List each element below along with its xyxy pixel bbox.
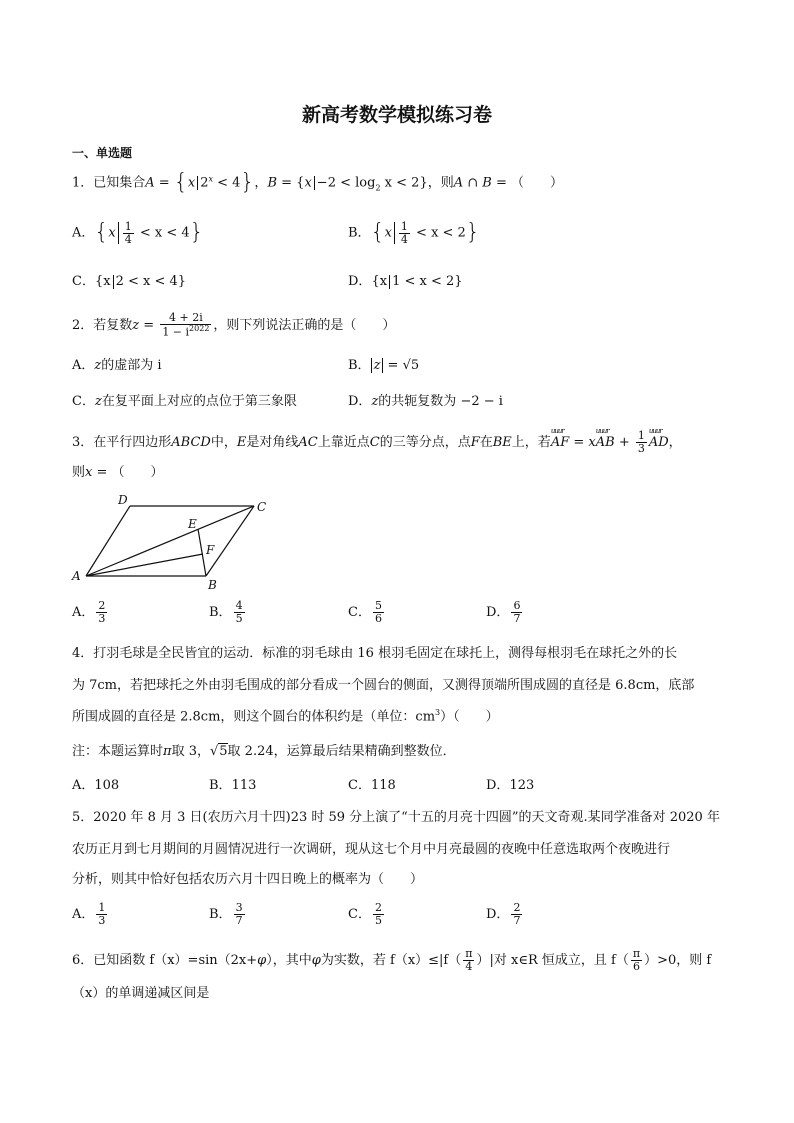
q1-option-d — [348, 274, 463, 290]
brace-open: { — [94, 274, 104, 289]
brace-close: } — [465, 220, 480, 245]
q3-eqx: = x — [569, 435, 596, 451]
fraction — [96, 600, 107, 625]
frac-num: 1 — [400, 219, 408, 233]
brace-open: { — [173, 170, 188, 195]
option-value: 123 — [509, 778, 535, 793]
frac-num: 1 — [98, 901, 106, 914]
q1-text: 1．已知集合 — [72, 175, 146, 191]
q3-ac: AC — [298, 435, 318, 451]
option-label: B． — [209, 605, 232, 621]
frac-num: 4 — [235, 599, 243, 612]
fraction — [123, 221, 134, 246]
q4-note-c: 取 2.24，运算最后结果精确到整数位． — [227, 744, 456, 759]
fraction — [234, 600, 245, 625]
q3-t1: 中， — [210, 435, 237, 451]
q2-z: z — [371, 394, 379, 409]
q3-t4: 的三等分点，点 — [379, 435, 471, 451]
point-d-label: D — [118, 493, 128, 507]
option-label: C． — [72, 394, 95, 409]
fraction — [373, 600, 384, 625]
option-label: D． — [486, 778, 510, 793]
q2-z: z — [94, 394, 102, 409]
set-rest: 2 < x < 4 — [115, 274, 178, 289]
frac-num: π — [465, 947, 473, 960]
point-f-label: F — [206, 543, 215, 557]
q6-text-a: 6．已知函数 f（x）=sin（2x+ — [72, 953, 258, 969]
q6-text-e: ）>0，则 f — [644, 953, 712, 969]
set-bar — [314, 176, 315, 190]
q3-option-d — [486, 600, 524, 625]
option-label: C． — [348, 907, 371, 923]
option-label: A． — [72, 907, 95, 923]
frac-num: 4 + 2i — [160, 312, 211, 325]
frac-den: 4 — [400, 232, 408, 246]
q3-line-2 — [72, 465, 164, 481]
vector-arrow-icon: uuur — [595, 427, 609, 436]
vector-af — [550, 427, 570, 451]
vector-ad — [648, 427, 669, 451]
point-c-label: C — [257, 500, 267, 514]
q4-note-b: 取 3， — [171, 744, 210, 759]
q1-set-b-cond: −2 < log — [316, 175, 376, 191]
q4-sqrt-val: 5 — [219, 744, 228, 759]
parallelogram-figure — [70, 492, 280, 592]
q3-be: BE — [492, 435, 512, 451]
set-rest: 1 < x < 2 — [392, 274, 455, 289]
question-1-stem — [72, 170, 563, 196]
q1-option-c — [72, 274, 186, 290]
frac-num: 2 — [374, 901, 382, 914]
frac-den: 5 — [235, 612, 243, 626]
option-label: A． — [72, 778, 95, 793]
option-text: 的虚部为 i — [101, 358, 162, 373]
brace-open: { — [296, 175, 305, 191]
q5-line-2: 农历正月到七月期间的月圆情况进行一次调研，现从这七个月中月亮最圆的夜晚中任意选取两个夜晚进行 — [72, 842, 671, 857]
fraction — [160, 312, 211, 339]
frac-num: 2 — [513, 901, 521, 914]
frac-den: 7 — [235, 914, 243, 928]
q5-option-d — [486, 902, 524, 927]
q1-eq: = — [154, 175, 174, 191]
page-title: 新高考数学模拟练习卷 — [301, 104, 492, 126]
q2-option-c — [72, 394, 297, 410]
q4-line-1: 4．打羽毛球是全民皆宜的运动．标准的羽毛球由 16 根羽毛固定在球托上，测得每根羽毛在球托之外的长 — [72, 646, 678, 661]
fraction — [234, 902, 245, 927]
option-label: D． — [486, 907, 510, 923]
option-label: C． — [348, 605, 371, 621]
q1-set-a-var: x — [187, 175, 196, 191]
q6-text-b: ），其中 — [266, 953, 312, 969]
fraction — [511, 902, 522, 927]
option-label: B． — [209, 778, 232, 793]
brace-close: } — [189, 220, 204, 245]
q3-e: E — [236, 435, 247, 451]
brace-open: { — [370, 220, 385, 245]
q4-option-c — [348, 778, 396, 794]
option-label: D． — [486, 605, 510, 621]
option-text: = √5 — [383, 358, 420, 373]
q3-line2-rest: = （ ） — [92, 465, 164, 480]
vector-arrow-icon: uuur — [550, 427, 564, 436]
q4-option-d — [486, 778, 534, 794]
frac-num: 1 — [124, 219, 132, 233]
set-var: x — [384, 225, 392, 241]
q1-eq-b: = — [277, 175, 297, 191]
section-heading: 一、单选题 — [72, 146, 133, 160]
q2-option-a — [72, 358, 162, 374]
frac-den: 6 — [632, 960, 640, 974]
q2-text-b: ，则下列说法正确的是（ ） — [213, 317, 396, 333]
segment-af — [86, 554, 203, 576]
q3-line2-text: 则 — [72, 465, 86, 480]
q5-line-3: 分析，则其中恰好包括农历六月十四日晚上的概率为（ ） — [72, 872, 424, 887]
q3-plus: + — [614, 435, 634, 451]
set-bar — [394, 222, 395, 244]
q1-log-base: 2 — [375, 183, 381, 193]
q5-option-a — [72, 902, 109, 927]
q1-option-a — [72, 220, 204, 246]
vector-ab — [595, 427, 615, 451]
option-text: 在复平面上对应的点位于第三象限 — [101, 394, 297, 409]
frac-den — [160, 325, 211, 339]
q3-tail: ， — [668, 435, 682, 451]
q1-set-a-exp: x — [208, 174, 213, 184]
option-label: D． — [348, 274, 372, 289]
brace-close: } — [419, 175, 428, 191]
segment-be — [198, 529, 206, 576]
option-label: D． — [348, 394, 372, 409]
q3-f: F — [470, 435, 480, 451]
frac-den: 7 — [513, 914, 521, 928]
option-label: C． — [72, 274, 95, 289]
q3-t6: 上，若 — [511, 435, 551, 451]
fraction — [399, 221, 410, 246]
q2-den: 1 − i — [162, 325, 190, 339]
option-label: A． — [72, 605, 95, 621]
q3-option-a — [72, 600, 109, 625]
q1-set-b-var: x — [304, 175, 312, 191]
option-label: A． — [72, 358, 95, 373]
option-value: 113 — [231, 778, 257, 793]
q4-line3-tail: ）（ ） — [440, 709, 499, 725]
set-bar — [389, 275, 390, 289]
q1-option-b — [348, 220, 480, 246]
q1-comma: ， — [254, 175, 268, 191]
q4-option-b — [209, 778, 256, 794]
frac-den: 4 — [124, 232, 132, 246]
set-var: x — [103, 274, 111, 289]
q3-t5: 在 — [479, 435, 493, 451]
q2-eq: = — [139, 317, 159, 333]
option-label: A． — [72, 225, 95, 241]
q3-option-b — [209, 600, 247, 625]
fraction — [636, 430, 647, 455]
frac-den: 7 — [513, 612, 521, 626]
q4-line-3 — [72, 708, 499, 725]
frac-den: 5 — [374, 914, 382, 928]
frac-num: 1 — [637, 429, 645, 442]
q3-abcd: ABCD — [171, 435, 211, 451]
set-rest: < x < 2 — [411, 225, 466, 241]
frac-num: 3 — [235, 901, 243, 914]
question-2-stem — [72, 312, 395, 339]
q5-line-1: 5．2020 年 8 月 3 日(农历六月十四)23 时 59 分上演了“十五的月亮十四圆”的天文奇观.某同学准备对 2020 年 — [72, 810, 720, 825]
set-var: x — [108, 225, 116, 241]
fraction — [631, 948, 642, 973]
question-3-stem — [72, 427, 682, 456]
option-value: 118 — [370, 778, 396, 793]
option-text: 的共轭复数为 — [378, 394, 457, 409]
option-label: B． — [348, 225, 371, 241]
q2-den-exp: 2022 — [189, 324, 210, 334]
q2-abs-z: z — [371, 358, 384, 373]
q3-t2: 是对角线 — [246, 435, 299, 451]
frac-num: π — [632, 947, 641, 960]
brace-close: } — [177, 274, 187, 289]
q1-set-a-rest: < 4 — [212, 175, 241, 191]
q3-option-c — [348, 600, 386, 625]
point-a-label: A — [72, 569, 81, 583]
q1-intersection: A ∩ B — [453, 175, 492, 191]
q3-t3: 上靠近点 — [317, 435, 370, 451]
option-label: B． — [348, 358, 371, 373]
figure-lines — [86, 506, 254, 576]
q4-line3-text: 所围成圆的直径是 2.8cm，则这个圆台的体积约是（单位：cm — [72, 709, 436, 725]
frac-num: 6 — [513, 599, 521, 612]
frac-den: 3 — [98, 914, 106, 928]
brace-open: { — [94, 220, 109, 245]
q6-text-d: ）|对 x∈R 恒成立，且 f（ — [476, 953, 629, 969]
q3-x: x — [85, 465, 93, 480]
q6-phi-2: φ — [311, 953, 321, 969]
option-value: 108 — [94, 778, 120, 793]
q1-set-b-rest: x < 2 — [380, 175, 420, 191]
q6-phi: φ — [257, 953, 267, 969]
q5-option-c — [348, 902, 386, 927]
q4-pi: π — [163, 744, 172, 759]
frac-num: 2 — [98, 599, 106, 612]
fraction — [511, 600, 522, 625]
frac-den: 6 — [374, 612, 382, 626]
frac-num: 5 — [374, 599, 382, 612]
fraction — [96, 902, 107, 927]
vec-label: AF — [550, 435, 570, 451]
q6-text-c: 为实数，若 f（x）≤|f（ — [320, 953, 462, 969]
q4-note-text: 注：本题运算时 — [72, 744, 164, 759]
q5-option-b — [209, 902, 247, 927]
q1-set-a-name: A — [145, 175, 155, 191]
set-bar — [118, 222, 119, 244]
q1-set-b-name: B — [267, 175, 277, 191]
frac-den: 4 — [465, 960, 473, 974]
brace-close: } — [240, 170, 255, 195]
option-label: B． — [209, 907, 232, 923]
set-rest: < x < 4 — [135, 225, 190, 241]
q6-line-1 — [72, 948, 711, 973]
fraction — [463, 948, 474, 973]
q3-c: C — [369, 435, 380, 451]
q2-z: z — [132, 317, 140, 333]
set-bar — [113, 275, 114, 289]
diagonal-ac — [86, 506, 254, 576]
q1-text-b: ，则 — [427, 175, 454, 191]
sqrt-icon: √ — [209, 744, 219, 759]
edge-da — [86, 506, 130, 576]
point-e-label: E — [188, 517, 197, 531]
fraction — [373, 902, 384, 927]
option-label: C． — [348, 778, 371, 793]
q6-line-2: （x）的单调递减区间是 — [72, 986, 210, 1001]
point-b-label: B — [208, 578, 217, 592]
q2-text: 2．若复数 — [72, 317, 133, 333]
q4-unit-exp: 3 — [435, 708, 441, 717]
brace-close: } — [454, 274, 463, 289]
vector-arrow-icon: uuur — [648, 427, 662, 436]
q4-note — [72, 744, 456, 760]
q2-z: z — [94, 358, 102, 373]
q4-line-2: 为 7cm，若把球托之外由羽毛围成的部分看成一个圆台的侧面，又测得顶端所围成圆的直径是 6.8cm，底部 — [72, 678, 695, 693]
vec-label: AB — [595, 435, 615, 451]
frac-den: 3 — [637, 442, 645, 456]
q2-option-b — [348, 358, 419, 374]
brace-open: { — [371, 274, 380, 289]
frac-den: 3 — [98, 612, 106, 626]
q1-set-a-cond: 2 — [200, 175, 209, 191]
q1-text-c: = （ ） — [491, 175, 564, 191]
set-bar — [197, 176, 198, 190]
option-value: −2 − i — [456, 394, 503, 409]
q2-option-d — [348, 394, 503, 410]
vec-label: AD — [648, 435, 669, 451]
q4-option-a — [72, 778, 119, 794]
set-var: x — [379, 274, 388, 289]
q3-text: 3．在平行四边形 — [72, 435, 172, 451]
